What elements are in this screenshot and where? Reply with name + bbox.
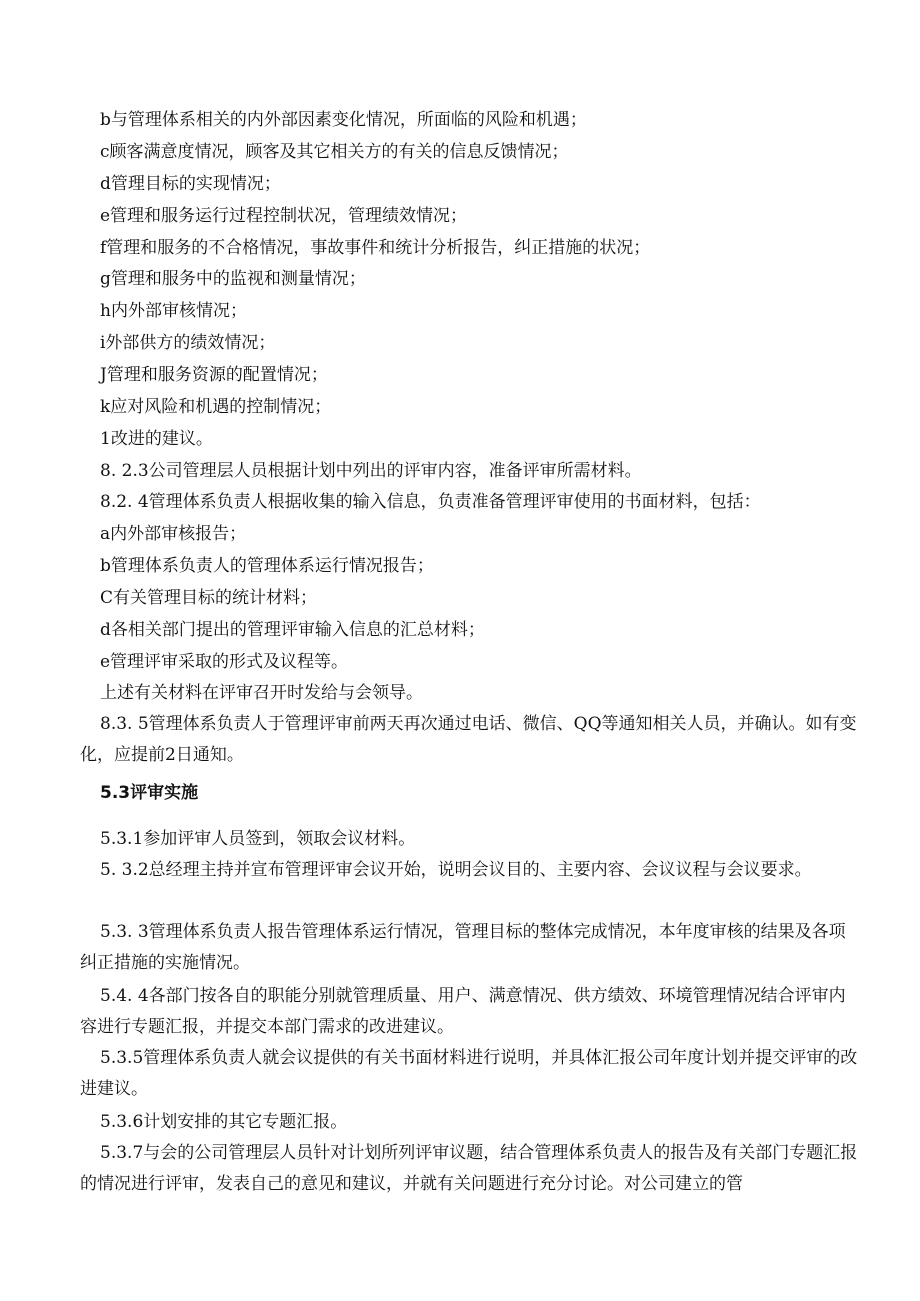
clause-8-3: 8.3. 5管理体系负责人于管理评审前两天再次通过电话、微信、QQ等通知相关人员，并确认。如有变化，应提前2日通知。 [80, 714, 857, 765]
list-item-e: e管理和服务运行过程控制状况，管理绩效情况； [100, 206, 468, 226]
clause-8: 8. 2.3公司管理层人员根据计划中列出的评审内容，准备评审所需材料。 [100, 461, 642, 481]
section-item-5-3-6: 5.3.6计划安排的其它专题汇报。 [100, 1112, 348, 1132]
list-item-d: d管理目标的实现情况； [100, 174, 281, 194]
material-item-e: e管理评审采取的形式及议程等。 [100, 652, 349, 672]
list-item-c: c顾客满意度情况，顾客及其它相关方的有关的信息反馈情况； [100, 142, 569, 162]
section-heading: 5.3评审实施 [100, 783, 199, 803]
list-item-j: J管理和服务资源的配置情况； [100, 365, 328, 385]
section-item-5-3-1: 5.3.1参加评审人员签到，领取会议材料。 [100, 829, 416, 849]
materials-note: 上述有关材料在评审召开时发给与会领导。 [100, 683, 423, 703]
section-item-5-3-7: 5.3.7与会的公司管理层人员针对计划所列评审议题，结合管理体系负责人的报告及有关部门专题汇报的情况进行评审，发表自己的意见和建议，并就有关问题进行充分讨论。对公司建立的管 [80, 1143, 858, 1194]
list-item-g: g管理和服务中的监视和测量情况； [100, 269, 366, 289]
list-item-k: k应对风险和机遇的控制情况； [100, 397, 332, 417]
material-item-c: C有关管理目标的统计材料； [100, 588, 318, 608]
list-item-h: h内外部审核情况； [100, 301, 247, 321]
list-item-l: 1改进的建议。 [100, 429, 213, 449]
material-item-b: b管理体系负责人的管理体系运行情况报告； [100, 556, 434, 576]
section-item-5-4-4: 5.4. 4各部门按各自的职能分别就管理质量、用户、满意情况、供方绩效、环境管理情况结合评审内容进行专题汇报，并提交本部门需求的改进建议。 [80, 986, 846, 1037]
clause-8-2: 8.2. 4管理体系负责人根据收集的输入信息，负责准备管理评审使用的书面材料，包括： [100, 492, 761, 512]
section-item-5-3-3: 5.3. 3管理体系负责人报告管理体系运行情况，管理目标的整体完成情况，本年度审核的结果及各项纠正措施的实施情况。 [80, 922, 846, 973]
section-item-5-3-5: 5.3.5管理体系负责人就会议提供的有关书面材料进行说明，并具体汇报公司年度计划并提交评审的改进建议。 [80, 1048, 858, 1099]
list-item-i: i外部供方的绩效情况； [100, 333, 276, 353]
material-item-d: d各相关部门提出的管理评审输入信息的汇总材料； [100, 620, 485, 640]
material-item-a: a内外部审核报告； [100, 524, 247, 544]
list-item-b: b与管理体系相关的内外部因素变化情况，所面临的风险和机遇； [100, 110, 587, 130]
list-item-f: f管理和服务的不合格情况，事故事件和统计分析报告，纠正措施的状况； [100, 238, 651, 258]
section-item-5-3-2: 5. 3.2总经理主持并宣布管理评审会议开始，说明会议目的、主要内容、会议议程与会议要求。 [100, 860, 812, 880]
